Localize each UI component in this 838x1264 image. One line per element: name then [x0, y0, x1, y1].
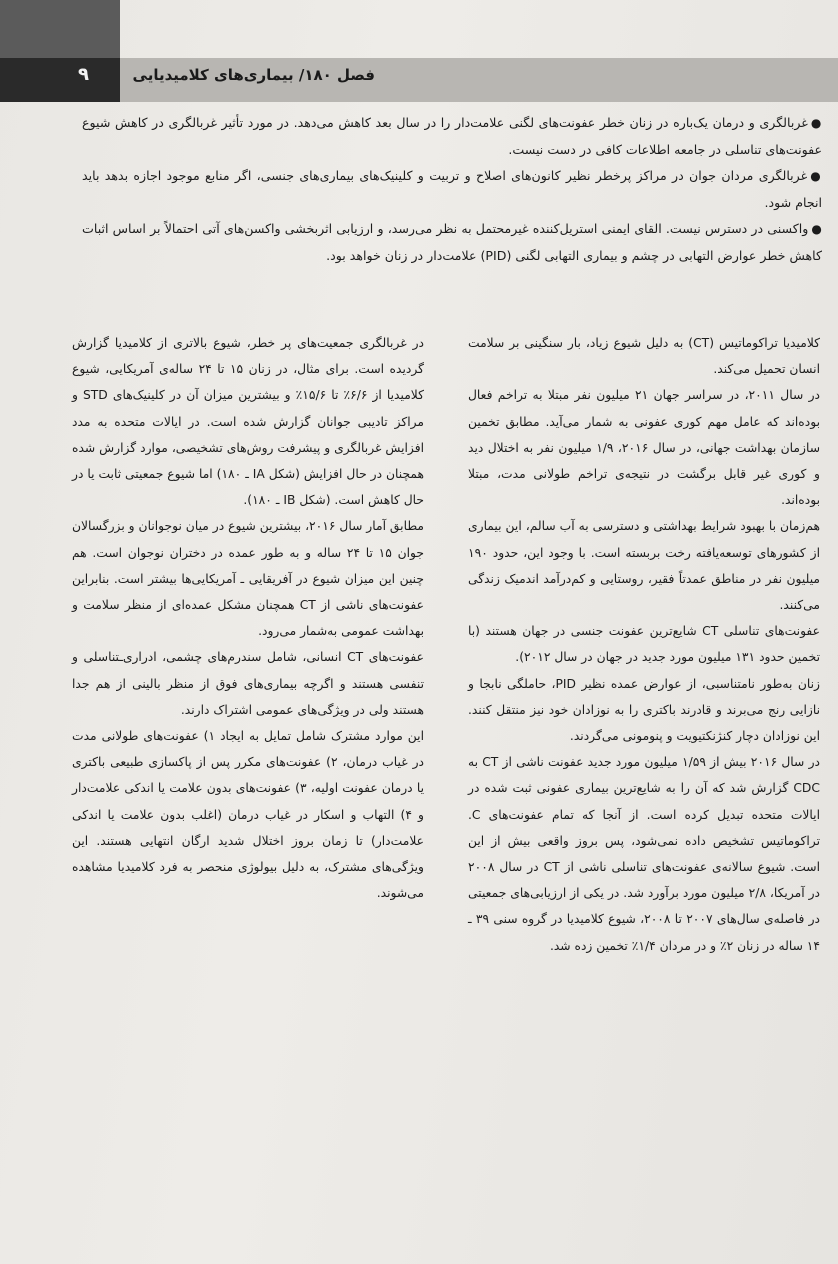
paragraph: عفونت‌های CT انسانی، شامل سندرم‌های چشمی، ادراری‌ـتناسلی و تنفسی هستند و اگرچه بیماری‌های فوق از منظر بالینی از هم جدا هستند ولی در ویژگی‌های عمومی اشتراک دارند.: [72, 650, 424, 717]
bullet-icon: ●: [811, 222, 822, 236]
chapter-title: فصل ۱۸۰/ بیماری‌های کلامیدیایی: [132, 66, 375, 84]
paragraph: در سال ۲۰۱۶ بیش از ۱/۵۹ میلیون مورد جدید عفونت ناشی از CT به CDC گزارش شد که آن را به شایع‌ترین بیماری عفونی ثبت شده در ایالات متحده تبدیل کرده است. از آنجا که تمام عفونت‌های C. تراکوماتیس تشخیص داده نمی‌شود، پس بروز واقعی بیش از این است. شیوع سالانه‌ی عفونت‌های تناسلی ناشی از CT در سال ۲۰۰۸ در آمریکا، ۲/۸ میلیون مورد برآورد شد. در یکی از ارزیابی‌های جمعیتی در فاصله‌ی سال‌های ۲۰۰۷ تا ۲۰۰۸، شیوع کلامیدیا در گروه سنی ۳۹ ـ ۱۴ ساله در زنان ۲٪ و در مردان ۱/۴٪ تخمین زده شد.: [468, 755, 820, 953]
right-column: [468, 330, 820, 959]
running-header: [0, 58, 838, 102]
page-number: ۹: [78, 64, 89, 85]
bullet-item: ●واکسنی در دسترس نیست. القای ایمنی استریل‌کننده غیرمحتمل به نظر می‌رسد، و ارزیابی اثربخشی واکسن‌های آتی احتمالاً بر اساس اثبات کاهش خطر عوارض التهابی در چشم و بیماری التهابی لگنی (PID) علامت‌دار در زنان خواهد بود.: [82, 221, 822, 263]
paragraph: هم‌زمان با بهبود شرایط بهداشتی و دسترسی به آب سالم، این بیماری از کشورهای توسعه‌یافته رخت بربسته است. با وجود این، حدود ۱۹۰ میلیون نفر در مناطق عمدتاً فقیر، روستایی و کم‌درآمد اندمیک زندگی می‌کنند.: [468, 519, 820, 613]
paragraph: مطابق آمار سال ۲۰۱۶، بیشترین شیوع در میان نوجوانان و بزرگسالان جوان ۱۵ تا ۲۴ ساله و به طور عمده در دختران نوجوان است. هم چنین این میزان شیوع در آفریقایی ـ آمریکایی‌ها بیشتر است. بنابراین عفونت‌های ناشی از CT همچنان مشکل عمده‌ای از منظر سلامت و بهداشت عمومی به‌شمار می‌رود.: [72, 519, 425, 639]
paragraph: در سال ۲۰۱۱، در سراسر جهان ۲۱ میلیون نفر مبتلا به تراخم فعال بوده‌اند که عامل مهم کوری عفونی به شمار می‌آید. مطابق تخمین سازمان بهداشت جهانی، در سال ۲۰۱۶، ۱/۹ میلیون نفر به اختلال دید و کوری غیر قابل برگشت در نتیجه‌ی تراخم طولانی مدت، مبتلا بوده‌اند.: [468, 388, 820, 508]
page-number-tab: [0, 58, 120, 102]
paragraph: این موارد مشترک شامل تمایل به ایجاد ۱) عفونت‌های طولانی مدت در غیاب درمان، ۲) عفونت‌های مکرر پس از پاکسازی طبیعی باکتری یا درمان عفونت اولیه، ۳) عفونت‌های بدون علامت یا اندکی علامت‌دار و ۴) التهاب و اسکار در غیاب درمان (اغلب بدون علامت یا اندکی علامت‌دار) تا زمان بروز اختلال شدید ارگان انتهایی هستند. این ویژگی‌های مشترک، به دلیل بیولوژی منحصر به فرد کلامیدیا مشاهده می‌شوند.: [72, 729, 424, 901]
paragraph: کلامیدیا تراکوماتیس (CT) به دلیل شیوع زیاد، بار سنگینی بر سلامت انسان تحمیل می‌کند.: [468, 336, 821, 377]
summary-bullets: [82, 110, 822, 269]
paragraph: در غربالگری جمعیت‌های پر خطر، شیوع بالاتری از کلامیدیا گزارش گردیده است. برای مثال، در زنان ۱۵ تا ۲۴ ساله‌ی آمریکایی، شیوع کلامیدیا از ۶/۶٪ تا ۱۵/۶٪ و بیشترین میزان آن در کلینیک‌های STD و مراکز تادیبی جوانان گزارش شده است. در ایالات متحده به مدد افزایش غربالگری و پیشرفت روش‌های تشخیصی، موارد گزارش شده همچنان در حال افزایش (شکل IA ـ ۱۸۰) اما شیوع جمعیتی ثابت یا در حال کاهش است. (شکل IB ـ ۱۸۰).: [72, 336, 424, 508]
left-column: [72, 330, 424, 906]
paragraph: عفونت‌های تناسلی CT شایع‌ترین عفونت جنسی در جهان هستند (با تخمین حدود ۱۳۱ میلیون مورد جدید در جهان در سال ۲۰۱۲).: [468, 624, 820, 665]
paragraph: زنان به‌طور نامتناسبی، از عوارض عمده نظیر PID، حاملگی نابجا و نازایی رنج می‌برند و قادرند باکتری را به نوزادان خود نیز منتقل کنند. این نوزادان دچار کنژنکتیویت و پنومونی می‌گردند.: [468, 676, 820, 744]
bullet-icon: ●: [810, 169, 822, 183]
bullet-item: ●غربالگری و درمان یک‌باره در زنان خطر عفونت‌های لگنی علامت‌دار را در سال بعد کاهش می‌دهد. در مورد تأثیر غربالگری در کاهش شیوع عفونت‌های تناسلی در جامعه اطلاعات کافی در دست نیست.: [82, 115, 822, 157]
bullet-item: ●غربالگری مردان جوان در مراکز پرخطر نظیر کانون‌های اصلاح و تربیت و کلینیک‌های بیماری‌های جنسی، اگر منابع موجود اجازه بدهد باید انجام شود.: [82, 168, 822, 210]
bullet-icon: ●: [810, 116, 822, 130]
